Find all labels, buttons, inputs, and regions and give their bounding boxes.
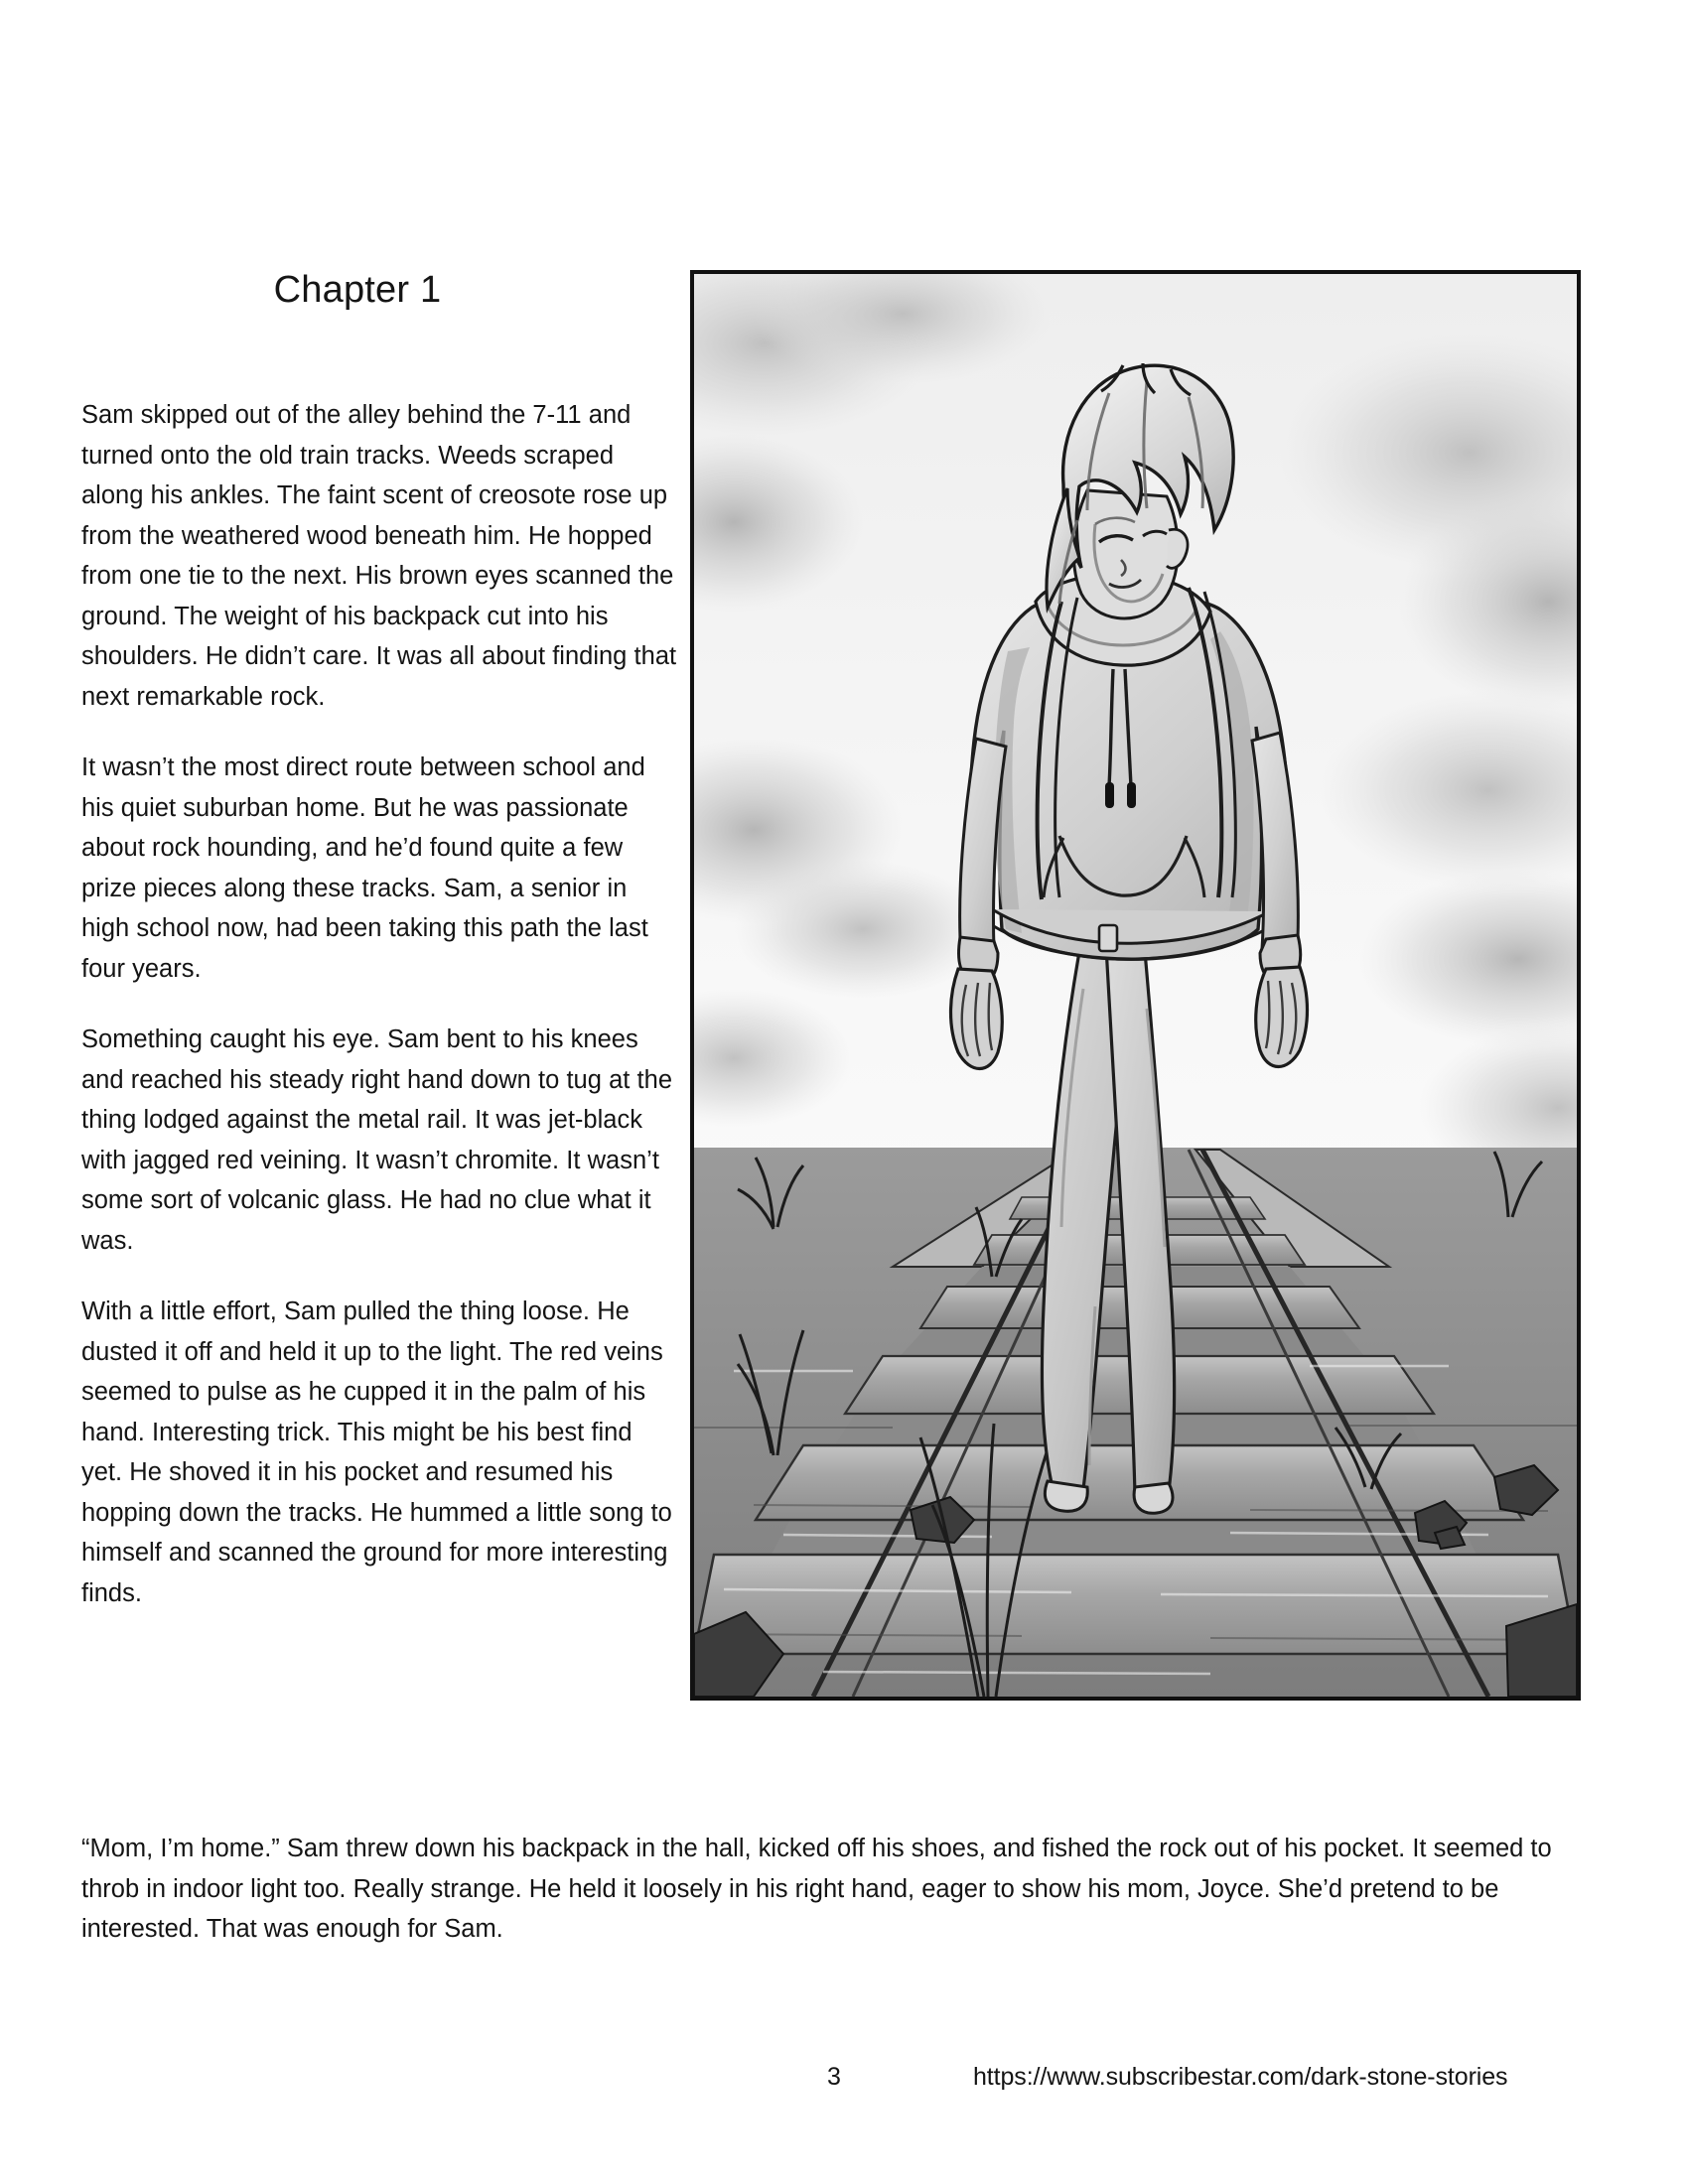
body-paragraph: Something caught his eye. Sam bent to his knees and reached his steady right hand down to tug at the thing lodged against the metal rail. It was jet-black with jagged red veining. It wasn’t chromite. It wasn’t some sort of volcanic glass. He had no clue what it was. [81,1025,672,1255]
chapter-illustration [690,270,1581,1701]
page-footer [0,2063,1688,2113]
body-paragraph: It wasn’t the most direct route between school and his quiet suburban home. But he was passionate about rock hounding, and he’d found quite a few prize pieces along these tracks. Sam, a senior in high school now, had been taking this path the last four years. [81,753,648,983]
body-paragraph: With a little effort, Sam pulled the thing loose. He dusted it off and held it up to the light. The red veins seemed to pulse as he cupped it in the palm of his hand. Interesting trick. This might be his best find yet. He shoved it in his pocket and resumed his hopping down the tracks. He hummed a little song to himself and scanned the ground for more interesting finds. [81,1297,672,1607]
illustration-canvas [694,274,1577,1697]
page-number: 3 [827,2063,841,2091]
chapter-heading: Chapter 1 [273,269,442,311]
illustration-artwork [694,274,1577,1697]
closing-paragraph: “Mom, I’m home.” Sam threw down his backpack in the hall, kicked off his shoes, and fished the rock out of his pocket. It seemed to throb in indoor light too. Really strange. He held it loosely in his right hand, eager to show his mom, Joyce. She’d pretend to be interested. That was enough for Sam. [81,1835,1552,1943]
footer-url[interactable]: https://www.subscribestar.com/dark-stone-stories [973,2063,1508,2091]
body-text-column [81,395,677,1613]
body-paragraph: Sam skipped out of the alley behind the 7-11 and turned onto the old train tracks. Weeds scraped along his ankles. The faint scent of creosote rose up from the weathered wood beneath him. He hopped from one tie to the next. His brown eyes scanned the ground. The weight of his backpack cut into his shoulders. He didn’t care. It was all about finding that next remarkable rock. [81,401,677,711]
